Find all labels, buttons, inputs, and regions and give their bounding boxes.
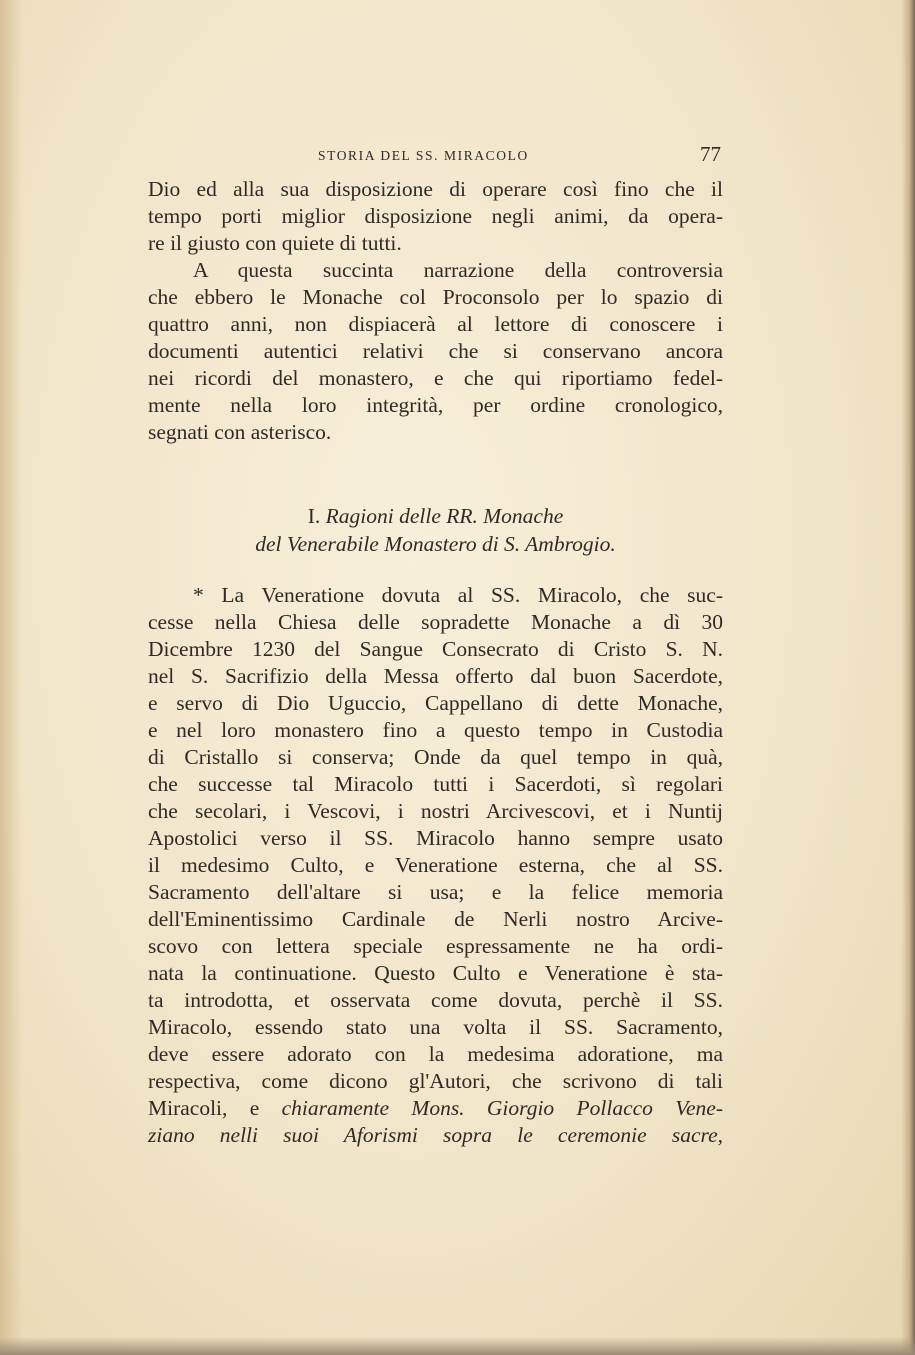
section-number: I.: [307, 504, 321, 528]
text-roman: Miracoli, e: [148, 1096, 260, 1120]
text-line: che successe tal Miracolo tutti i Sacerdoti, sì regolari: [148, 772, 723, 796]
text-line: ta introdotta, et osservata come dovuta, perchè il SS.: [148, 988, 723, 1012]
text-line: Dio ed alla sua disposizione di operare così fino che il: [148, 177, 723, 201]
text-line: nei ricordi del monastero, e che qui riportiamo fedel-: [148, 366, 723, 390]
text-line: nel S. Sacrifizio della Messa offerto dal buon Sacerdote,: [148, 664, 723, 688]
text-line: Dicembre 1230 del Sangue Consecrato di Cristo S. N.: [148, 637, 723, 661]
text-line: Apostolici verso il SS. Miracolo hanno sempre usato: [148, 826, 723, 850]
text-line: dell'Eminentissimo Cardinale de Nerli nostro Arcive-: [148, 907, 723, 931]
text-line: deve essere adorato con la medesima adoratione, ma: [148, 1042, 723, 1066]
text-line: mente nella loro integrità, per ordine cronologico,: [148, 393, 723, 417]
page-edge-shadow-bottom: [0, 1337, 915, 1355]
text-line: re il giusto con quiete di tutti.: [148, 231, 402, 255]
text-line: di Cristallo si conserva; Onde da quel tempo in quà,: [148, 745, 723, 769]
paragraph-3: [148, 582, 723, 1149]
text-line-mixed: [148, 1095, 723, 1122]
text-line: che secolari, i Vescovi, i nostri Arcivescovi, et i Nuntij: [148, 799, 723, 823]
text-line: tempo porti miglior disposizione negli animi, da opera-: [148, 204, 723, 228]
text-line: scovo con lettera speciale espressamente ne ha ordi-: [148, 934, 723, 958]
text-line: documenti autentici relativi che si conservano ancora: [148, 339, 723, 363]
page-number: 77: [700, 142, 721, 166]
section-title-part-1: Ragioni delle RR. Monache: [325, 504, 564, 528]
text-line: che ebbero le Monache col Proconsolo per lo spazio di: [148, 285, 723, 309]
text-line: e nel loro monastero fino a questo tempo in Custodia: [148, 718, 723, 742]
text-line: nata la continuatione. Questo Culto e Veneratione è sta-: [148, 961, 723, 985]
page-header: [148, 142, 723, 170]
section-heading-line-1: [148, 502, 723, 530]
text-line: Sacramento dell'altare si usa; e la felice memoria: [148, 880, 723, 904]
section-title-part-2: del Venerabile Monastero di S. Ambrogio.: [255, 532, 616, 556]
text-line: segnati con asterisco.: [148, 420, 332, 444]
running-title: STORIA DEL SS. MIRACOLO: [318, 148, 529, 163]
page-edge-shadow-right: [901, 0, 915, 1355]
paragraph-1: [148, 176, 723, 257]
text-line-italic: ziano nelli suoi Aforismi sopra le ceremonie sacre,: [148, 1123, 723, 1147]
text-line: Miracolo, essendo stato una volta il SS. Sacramento,: [148, 1015, 723, 1039]
text-italic: chiaramente Mons. Giorgio Pollacco Vene-: [281, 1096, 723, 1120]
text-line: il medesimo Culto, e Veneratione esterna, che al SS.: [148, 853, 723, 877]
text-line: respectiva, come dicono gl'Autori, che scrivono di tali: [148, 1069, 723, 1093]
paragraph-2: [148, 257, 723, 446]
text-line: e servo di Dio Uguccio, Cappellano di dette Monache,: [148, 691, 723, 715]
section-heading: [148, 502, 723, 558]
text-line: quattro anni, non dispiacerà al lettore di conoscere i: [148, 312, 723, 336]
text-line: A questa succinta narrazione della controversia: [193, 258, 723, 282]
text-line: cesse nella Chiesa delle sopradette Monache a dì 30: [148, 610, 723, 634]
page-edge-shadow-left: [0, 0, 22, 1355]
text-line: * La Veneratione dovuta al SS. Miracolo, che suc-: [193, 583, 723, 607]
